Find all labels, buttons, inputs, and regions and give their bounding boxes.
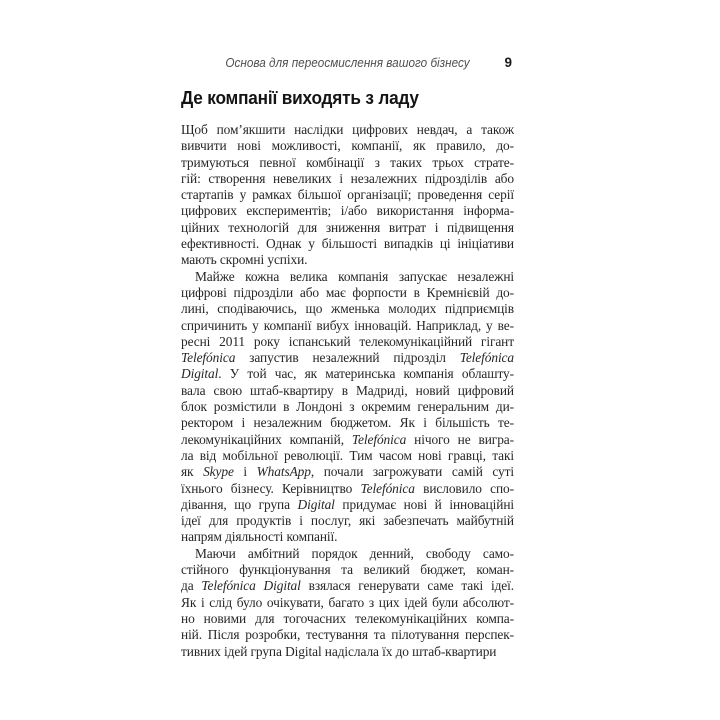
body-text (181, 122, 514, 660)
text-line: їхнього бізнесу. Керівництво Telefónica висловило спо- (181, 480, 515, 496)
running-head (181, 56, 514, 71)
section-heading-text: Де компанії виходять з ладу (181, 87, 419, 108)
text-line: гій: створення невеликих і незалежних підрозділів або (181, 170, 514, 186)
text-line: вивчити нові можливості, компанії, як правило, до- (181, 138, 514, 154)
text-line: стартапів у рамках більшої організації; проведення серії (181, 187, 514, 203)
text-line: стійного функціонування та великий бюджет, коман- (181, 562, 514, 578)
text-line: ідеї для продуктів і послуг, які забезпечать майбутній (181, 513, 514, 529)
text-line: Маючи амбітний порядок денний, свободу само- (195, 545, 514, 561)
text-line: лині, сподіваючись, що жменька молодих підприємців (181, 301, 514, 317)
text-line: напрям діяльності компанії. (181, 529, 338, 545)
text-line: тивних ідей група Digital надіслала їх до штаб-квартири (181, 643, 497, 659)
text-line: лекомунікаційних компаній, Telefónica нічого не вигра- (181, 431, 514, 447)
text-line: Digital. У той час, як материнська компанія облашту- (181, 366, 514, 382)
text-line: вала свою штаб-квартиру в Мадриді, новий цифровий (181, 382, 514, 398)
text-line: блок розмістили в Лондоні з окремим генеральним ди- (181, 399, 514, 415)
text-line: цифрових експериментів; і/або використання інформа- (181, 203, 514, 219)
text-line: ній. Після розробки, тестування та пілотування перспек- (181, 627, 514, 643)
text-line: спричинить у компанії вибух інновацій. Наприклад, у ве- (181, 317, 514, 333)
text-line: Як і слід було очікувати, багато з цих ідей були абсолют- (181, 594, 514, 610)
text-line: но новими для тогочасних телекомунікаційних компа- (181, 610, 514, 626)
text-line: тримуються певної комбінації з таких трьох страте- (181, 154, 514, 170)
text-line: Щоб пом’якшити наслідки цифрових невдач, а також (181, 122, 514, 137)
text-line: як Skype і WhatsApp, почали загрожувати самій суті (181, 464, 514, 480)
text-line: да Telefónica Digital взялася генерувати саме такі ідеї. (181, 578, 514, 594)
text-line: ректором і незалежним бюджетом. Як і більшість те- (181, 415, 514, 431)
text-line: дівання, що група Digital придумає нові й інноваційні (181, 496, 515, 512)
text-line: ресні 2011 року іспанський телекомунікаційний гігант (181, 333, 514, 349)
page-number: 9 (504, 55, 512, 70)
text-line: Майже кожна велика компанія запускає незалежні (195, 268, 514, 284)
running-head-title: Основа для переосмислення вашого бізнесу (225, 56, 470, 70)
text-line: цифрові підрозділи або має форпости в Кремнієвій до- (181, 284, 514, 300)
text-column (181, 56, 514, 660)
text-line: ційних технологій для зниження витрат і підвищення (181, 219, 514, 235)
text-line: ефективності. Однак у більшості випадків ці ініціативи (181, 236, 514, 252)
text-line: Telefónica запустив незалежний підрозділ Telefónica (181, 350, 514, 366)
text-line: мають скромні успіхи. (181, 252, 308, 268)
section-heading (181, 87, 514, 108)
text-line: ла від мобільної революції. Тим часом нові гравці, такі (181, 447, 514, 463)
